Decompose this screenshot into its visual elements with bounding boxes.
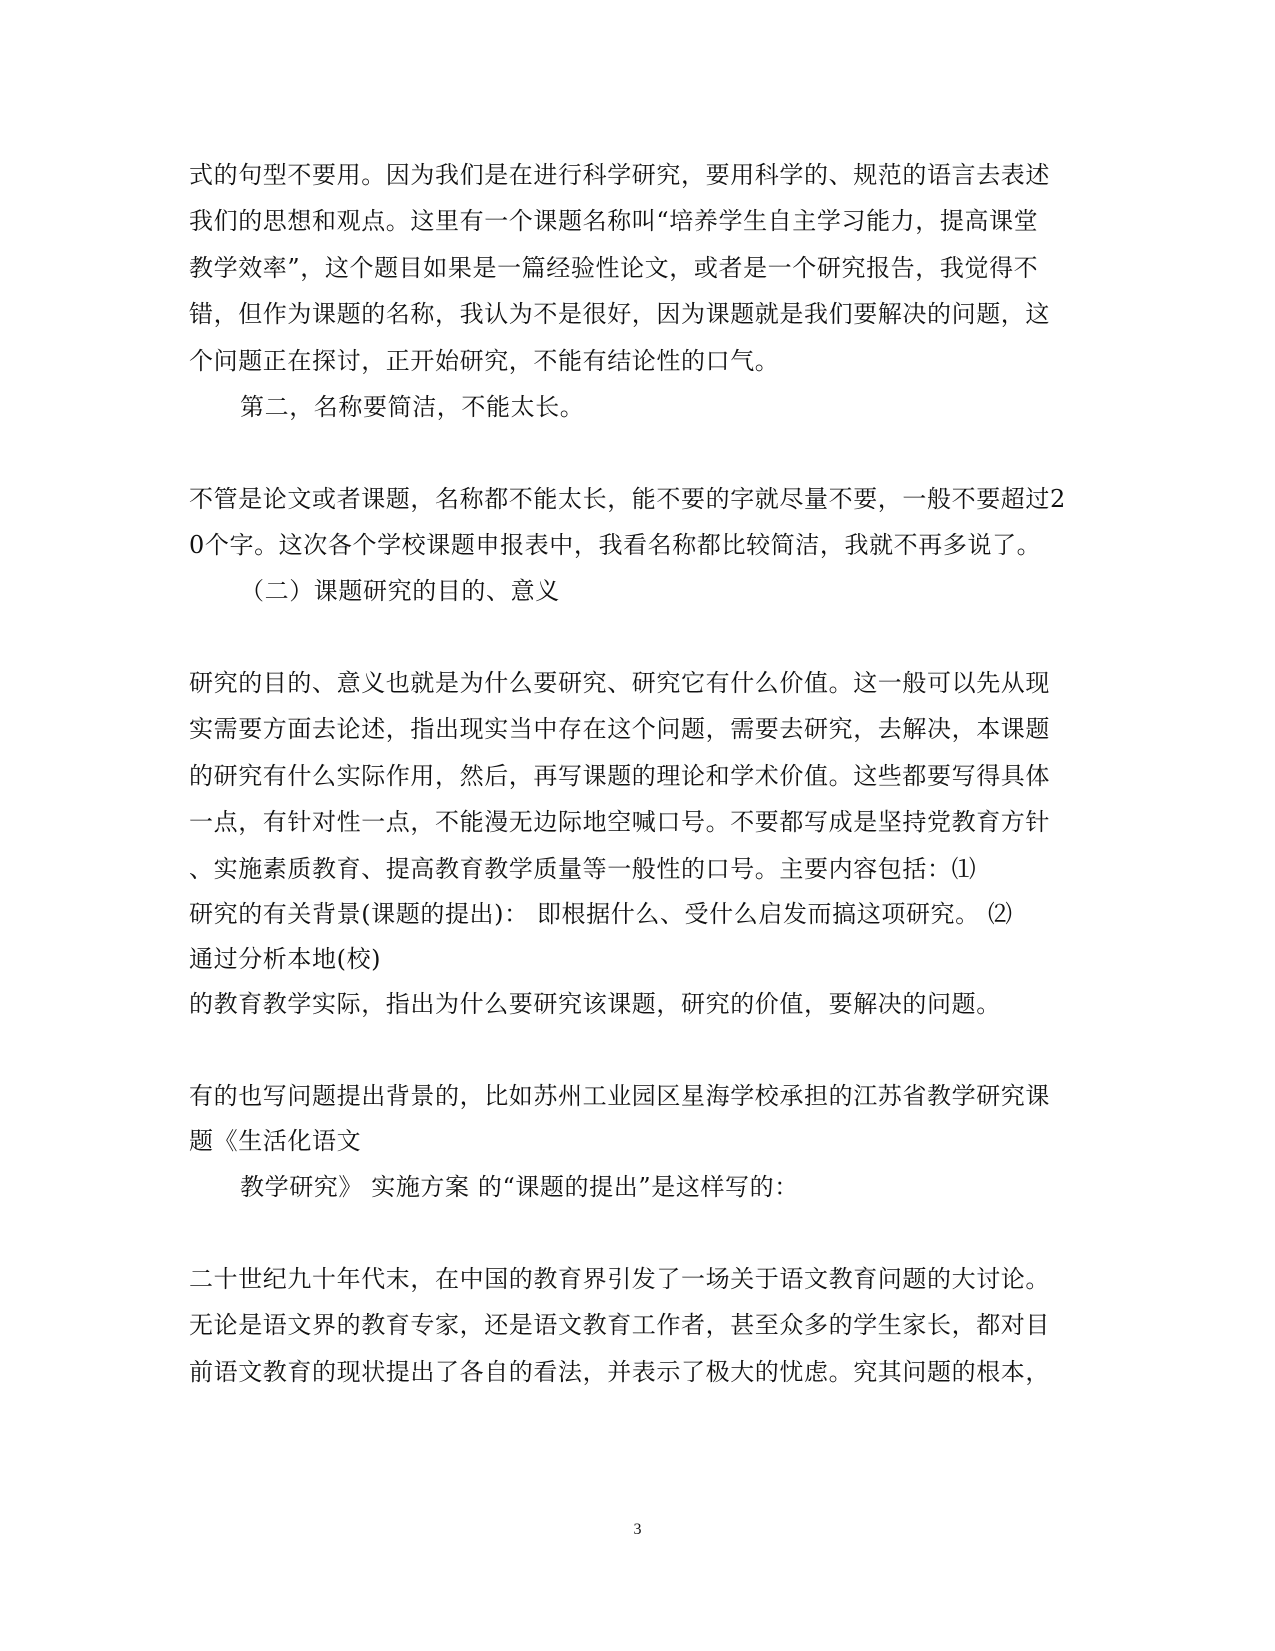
text-line: 错，但作为课题的名称，我认为不是很好，因为课题就是我们要解决的问题，这 xyxy=(189,300,1050,328)
text-line: 教学效率”，这个题目如果是一篇经验性论文，或者是一个研究报告，我觉得不 xyxy=(189,254,1039,282)
text-line: 式的句型不要用。因为我们是在进行科学研究，要用科学的、规范的语言去表述 xyxy=(189,161,1050,189)
text-line: 的研究有什么实际作用，然后，再写课题的理论和学术价值。这些都要写得具体 xyxy=(189,762,1050,790)
text-line: 实需要方面去论述，指出现实当中存在这个问题，需要去研究，去解决，本课题 xyxy=(189,715,1050,743)
text-line: 通过分析本地(校) xyxy=(189,945,382,973)
page-number: 3 xyxy=(633,1521,642,1538)
text-line: 、实施素质教育、提高教育教学质量等一般性的口号。主要内容包括：⑴ xyxy=(189,855,977,883)
text-line: 一点，有针对性一点，不能漫无边际地空喊口号。不要都写成是坚持党教育方针 xyxy=(189,808,1050,836)
text-line: 二十世纪九十年代末，在中国的教育界引发了一场关于语文教育问题的大讨论。 xyxy=(189,1265,1050,1293)
text-line: 研究的有关背景(课题的提出)： 即根据什么、受什么启发而搞这项研究。 ⑵ xyxy=(189,900,1013,928)
text-line: 前语文教育的现状提出了各自的看法，并表示了极大的忧虑。究其问题的根本， xyxy=(189,1358,1050,1386)
text-line: 不管是论文或者课题，名称都不能太长，能不要的字就尽量不要，一般不要超过2 xyxy=(189,485,1066,513)
section-heading: （二）课题研究的目的、意义 xyxy=(240,577,560,605)
text-line: 题《生活化语文 xyxy=(189,1127,362,1155)
text-line: 有的也写问题提出背景的，比如苏州工业园区星海学校承担的江苏省教学研究课 xyxy=(189,1082,1050,1110)
text-line: 的教育教学实际，指出为什么要研究该课题，研究的价值，要解决的问题。 xyxy=(189,990,1001,1018)
section-heading: 第二，名称要简洁，不能太长。 xyxy=(240,393,585,421)
text-line: 无论是语文界的教育专家，还是语文教育工作者，甚至众多的学生家长，都对目 xyxy=(189,1311,1050,1339)
text-line: 我们的思想和观点。这里有一个课题名称叫“培养学生自主学习能力，提高课堂 xyxy=(189,207,1039,235)
text-line: 0个字。这次各个学校课题申报表中，我看名称都比较简洁，我就不再多说了。 xyxy=(189,531,1042,559)
text-line: 教学研究》 实施方案 的“课题的提出”是这样写的： xyxy=(240,1173,799,1201)
text-line: 个问题正在探讨，正开始研究，不能有结论性的口气。 xyxy=(189,347,780,375)
text-line: 研究的目的、意义也就是为什么要研究、研究它有什么价值。这一般可以先从现 xyxy=(189,669,1050,697)
